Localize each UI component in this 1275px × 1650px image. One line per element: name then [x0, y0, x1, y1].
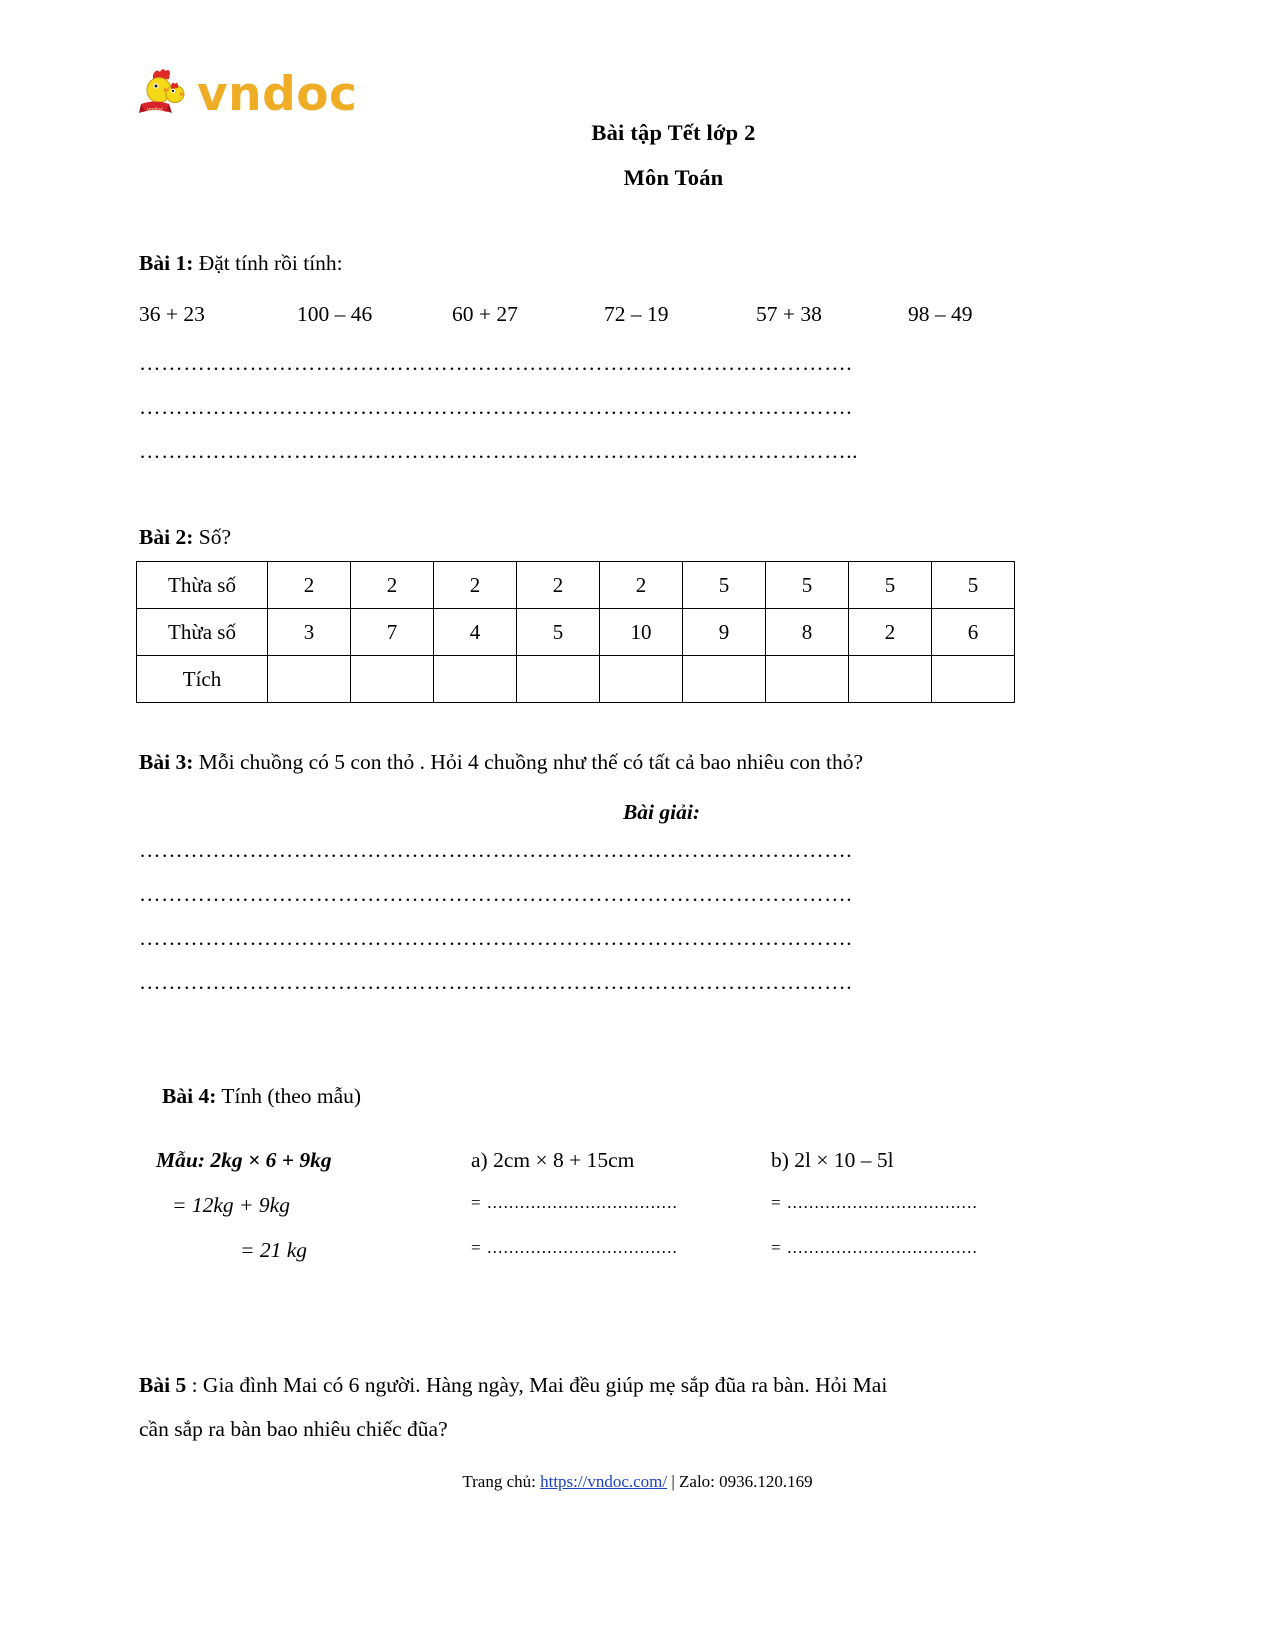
exercise-3-prompt: Mỗi chuồng có 5 con thỏ . Hỏi 4 chuồng như thế có tất cả bao nhiêu con thỏ?	[198, 750, 863, 774]
exercise-4-row	[156, 1193, 1036, 1238]
exercise-4-columns	[156, 1148, 1036, 1283]
page-title: Bài tập Tết lớp 2	[591, 120, 756, 145]
table-cell-blank[interactable]	[766, 656, 849, 703]
table-cell: 5	[517, 609, 600, 656]
table-cell: 10	[600, 609, 683, 656]
exercise-2-prompt: Số?	[198, 525, 231, 549]
equation-item: 36 + 23	[139, 302, 205, 326]
table-cell-blank[interactable]	[434, 656, 517, 703]
answer-line: …………………………………………………………………………………….	[139, 395, 853, 419]
part-a-blank-1[interactable]: = ...................................	[471, 1193, 678, 1212]
row-header: Thừa số	[137, 562, 268, 609]
equation-item: 60 + 27	[452, 302, 518, 326]
table-cell: 5	[683, 562, 766, 609]
table-cell: 2	[517, 562, 600, 609]
sample-expression: Mẫu: 2kg × 6 + 9kg	[156, 1148, 332, 1172]
equation-item: 100 – 46	[297, 302, 373, 326]
footer-prefix: Trang chủ:	[462, 1472, 541, 1491]
page-subtitle: Môn Toán	[623, 164, 724, 190]
exercise-3-heading	[139, 752, 1039, 774]
table-cell-blank[interactable]	[351, 656, 434, 703]
row-header: Tích	[137, 656, 268, 703]
sample-step-2: = 12kg + 9kg	[172, 1193, 290, 1217]
exercise-2-table-wrap	[136, 561, 1015, 703]
exercise-1-prompt: Đặt tính rồi tính:	[198, 251, 343, 275]
table-cell: 9	[683, 609, 766, 656]
page-footer	[0, 1472, 1275, 1492]
table-cell-blank[interactable]	[932, 656, 1015, 703]
svg-text:vndoc: vndoc	[146, 107, 164, 113]
table-cell-blank[interactable]	[683, 656, 766, 703]
exercise-2-heading	[139, 527, 231, 549]
equation-item: 72 – 19	[604, 302, 669, 326]
exercise-1-label: Bài 1:	[139, 251, 194, 275]
table-cell: 2	[849, 609, 932, 656]
title-block	[0, 122, 1275, 189]
factors-table	[136, 561, 1015, 703]
vndoc-logo	[137, 60, 357, 122]
exercise-5-label: Bài 5	[139, 1373, 187, 1397]
table-cell: 8	[766, 609, 849, 656]
exercise-2-label: Bài 2:	[139, 525, 194, 549]
solution-label: Bài giải:	[622, 800, 701, 824]
table-cell-blank[interactable]	[600, 656, 683, 703]
exercise-3-label: Bài 3:	[139, 750, 194, 774]
table-cell: 3	[268, 609, 351, 656]
table-cell: 5	[849, 562, 932, 609]
table-cell: 2	[268, 562, 351, 609]
answer-line: …………………………………………………………………………………….	[139, 882, 853, 906]
part-a-blank-2[interactable]: = ...................................	[471, 1238, 678, 1257]
exercise-1-heading	[139, 253, 343, 275]
table-cell: 2	[434, 562, 517, 609]
row-header: Thừa số	[137, 609, 268, 656]
table-cell: 5	[766, 562, 849, 609]
part-b-expression: b) 2l × 10 – 5l	[771, 1148, 894, 1172]
exercise-5-heading	[139, 1375, 1039, 1397]
equation-item: 98 – 49	[908, 302, 973, 326]
part-b-blank-2[interactable]: = ...................................	[771, 1238, 978, 1257]
exercise-1-equations	[139, 302, 1019, 327]
equation-item: 57 + 38	[756, 302, 822, 326]
table-cell: 4	[434, 609, 517, 656]
table-cell-blank[interactable]	[268, 656, 351, 703]
table-cell: 5	[932, 562, 1015, 609]
exercise-4-heading	[162, 1086, 361, 1108]
exercise-3-solution-label-wrap	[0, 800, 1275, 825]
page-header	[0, 0, 1275, 190]
exercise-4-prompt: Tính (theo mẫu)	[221, 1084, 362, 1108]
logo-wordmark: vndoc	[197, 66, 358, 122]
table-cell: 6	[932, 609, 1015, 656]
exercise-4-label: Bài 4:	[162, 1084, 217, 1108]
exercise-4-row	[156, 1238, 1036, 1283]
answer-line: …………………………………………………………………………………….	[139, 970, 853, 994]
exercise-5-prompt-line-2: cần sắp ra bàn bao nhiêu chiếc đũa?	[139, 1417, 448, 1441]
table-cell: 7	[351, 609, 434, 656]
table-cell: 2	[600, 562, 683, 609]
table-cell-blank[interactable]	[517, 656, 600, 703]
exercise-5-prompt-line-1: : Gia đình Mai có 6 người. Hàng ngày, Mai đều giúp mẹ sắp đũa ra bàn. Hỏi Mai	[191, 1373, 888, 1397]
sample-step-3: = 21 kg	[240, 1238, 308, 1262]
answer-line: ……………………………………………………………………………………..	[139, 439, 859, 463]
table-row	[137, 656, 1015, 703]
part-a-expression: a) 2cm × 8 + 15cm	[471, 1148, 635, 1172]
footer-homepage-link[interactable]: https://vndoc.com/	[540, 1472, 668, 1491]
footer-suffix: | Zalo: 0936.120.169	[667, 1472, 813, 1491]
table-row	[137, 562, 1015, 609]
table-row	[137, 609, 1015, 656]
table-cell: 2	[351, 562, 434, 609]
chicken-mascot-icon	[137, 63, 193, 119]
table-cell-blank[interactable]	[849, 656, 932, 703]
answer-line: …………………………………………………………………………………….	[139, 926, 853, 950]
part-b-blank-1[interactable]: = ...................................	[771, 1193, 978, 1212]
answer-line: …………………………………………………………………………………….	[139, 838, 853, 862]
exercise-4-row	[156, 1148, 1036, 1193]
answer-line: …………………………………………………………………………………….	[139, 351, 853, 375]
exercise-5-prompt-line-2-wrap	[139, 1419, 1039, 1441]
